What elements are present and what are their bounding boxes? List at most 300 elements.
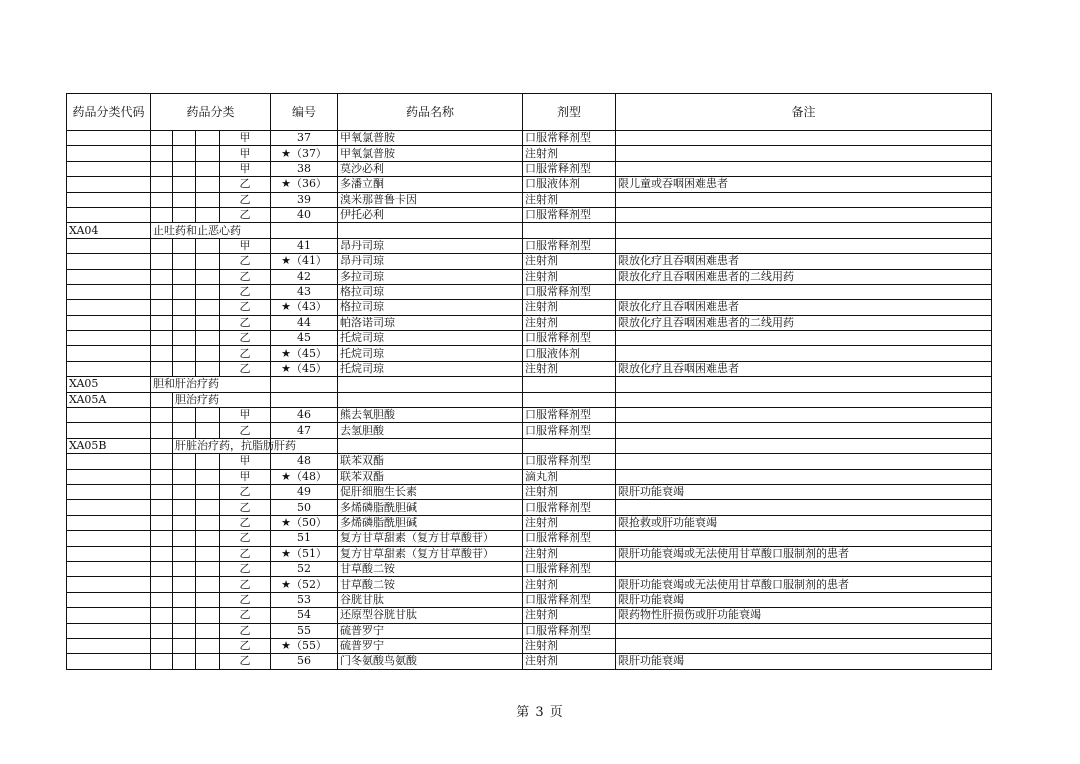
remarks-cell — [616, 454, 992, 469]
drug-name-cell: 联苯双酯 — [338, 469, 523, 484]
drug-name-cell: 托烷司琼 — [338, 346, 523, 361]
drug-name-cell — [338, 223, 523, 238]
table-row — [67, 269, 992, 284]
dosage-form-cell: 注射剂 — [523, 577, 616, 592]
table-row — [67, 331, 992, 346]
category-sub-cell — [151, 346, 173, 361]
code-cell — [67, 577, 151, 592]
category-sub-cell — [196, 577, 220, 592]
number-cell: ★（55） — [271, 638, 338, 653]
dosage-form-cell: 口服常释剂型 — [523, 408, 616, 423]
number-cell: 37 — [271, 131, 338, 146]
grade-cell: 乙 — [220, 577, 271, 592]
category-sub-cell — [151, 500, 173, 515]
header-code: 药品分类代码 — [67, 94, 151, 131]
category-sub-cell — [173, 638, 196, 653]
number-cell: 46 — [271, 408, 338, 423]
table-row — [67, 469, 992, 484]
category-sub-cell — [196, 608, 220, 623]
category-label-cell: 肝脏治疗药，抗脂肪肝药 — [173, 438, 271, 453]
dosage-form-cell: 注射剂 — [523, 638, 616, 653]
category-sub-cell — [196, 592, 220, 607]
category-sub-cell — [173, 592, 196, 607]
remarks-cell: 限抢救或肝功能衰竭 — [616, 515, 992, 530]
category-sub-cell — [196, 361, 220, 376]
number-cell: 54 — [271, 608, 338, 623]
category-sub-cell — [173, 623, 196, 638]
category-sub-cell — [151, 408, 173, 423]
drug-name-cell: 多拉司琼 — [338, 269, 523, 284]
remarks-cell: 限肝功能衰竭 — [616, 654, 992, 669]
grade-cell: 甲 — [220, 238, 271, 253]
category-sub-cell — [151, 515, 173, 530]
table-row — [67, 161, 992, 176]
dosage-form-cell: 注射剂 — [523, 484, 616, 499]
category-sub-cell — [173, 577, 196, 592]
number-cell: 49 — [271, 484, 338, 499]
category-sub-cell — [196, 346, 220, 361]
code-cell — [67, 131, 151, 146]
dosage-form-cell: 注射剂 — [523, 608, 616, 623]
category-code-cell: XA04 — [67, 223, 151, 238]
table-row — [67, 546, 992, 561]
table-row — [67, 515, 992, 530]
category-sub-cell — [151, 207, 173, 222]
remarks-cell: 限药物性肝损伤或肝功能衰竭 — [616, 608, 992, 623]
category-sub-cell — [151, 638, 173, 653]
number-cell: 44 — [271, 315, 338, 330]
drug-name-cell: 熊去氧胆酸 — [338, 408, 523, 423]
category-sub-cell — [196, 300, 220, 315]
number-cell: ★（52） — [271, 577, 338, 592]
dosage-form-cell: 口服常释剂型 — [523, 623, 616, 638]
drug-name-cell: 溴米那普鲁卡因 — [338, 192, 523, 207]
header-number: 编号 — [271, 94, 338, 131]
category-sub-cell — [173, 238, 196, 253]
drug-name-cell: 多潘立酮 — [338, 177, 523, 192]
remarks-cell: 限放化疗且吞咽困难患者的二线用药 — [616, 269, 992, 284]
remarks-cell — [616, 623, 992, 638]
drug-name-cell: 硫普罗宁 — [338, 638, 523, 653]
code-cell — [67, 515, 151, 530]
category-sub-cell — [173, 192, 196, 207]
table-row — [67, 146, 992, 161]
table-row — [67, 300, 992, 315]
dosage-form-cell: 口服常释剂型 — [523, 207, 616, 222]
code-cell — [67, 592, 151, 607]
grade-cell: 乙 — [220, 592, 271, 607]
dosage-form-cell: 口服常释剂型 — [523, 131, 616, 146]
grade-cell: 甲 — [220, 454, 271, 469]
grade-cell: 乙 — [220, 177, 271, 192]
grade-cell: 乙 — [220, 515, 271, 530]
category-sub-cell — [173, 546, 196, 561]
code-cell — [67, 331, 151, 346]
grade-cell: 乙 — [220, 361, 271, 376]
table-row — [67, 561, 992, 576]
category-sub-cell — [151, 438, 173, 453]
category-sub-cell — [196, 207, 220, 222]
category-sub-cell — [196, 192, 220, 207]
drug-name-cell — [338, 392, 523, 407]
grade-cell: 乙 — [220, 654, 271, 669]
drug-name-cell: 甲氧氯普胺 — [338, 131, 523, 146]
number-cell: 38 — [271, 161, 338, 176]
category-sub-cell — [173, 346, 196, 361]
category-sub-cell — [151, 469, 173, 484]
code-cell — [67, 300, 151, 315]
grade-cell: 乙 — [220, 284, 271, 299]
grade-cell: 乙 — [220, 561, 271, 576]
code-cell — [67, 484, 151, 499]
grade-cell: 乙 — [220, 423, 271, 438]
grade-cell: 乙 — [220, 315, 271, 330]
dosage-form-cell: 口服常释剂型 — [523, 423, 616, 438]
drug-name-cell: 去氢胆酸 — [338, 423, 523, 438]
code-cell — [67, 531, 151, 546]
dosage-form-cell: 注射剂 — [523, 315, 616, 330]
remarks-cell: 限肝功能衰竭或无法使用甘草酸口服制剂的患者 — [616, 577, 992, 592]
table-row — [67, 500, 992, 515]
table-row — [67, 177, 992, 192]
grade-cell: 甲 — [220, 146, 271, 161]
grade-cell: 乙 — [220, 300, 271, 315]
remarks-cell — [616, 531, 992, 546]
drug-name-cell: 托烷司琼 — [338, 361, 523, 376]
number-cell: 47 — [271, 423, 338, 438]
category-sub-cell — [151, 131, 173, 146]
drug-name-cell: 还原型谷胱甘肽 — [338, 608, 523, 623]
category-label-cell: 胆和肝治疗药 — [151, 377, 271, 392]
drug-name-cell: 门冬氨酸鸟氨酸 — [338, 654, 523, 669]
drug-catalog-table — [66, 93, 992, 670]
drug-name-cell: 格拉司琼 — [338, 300, 523, 315]
category-sub-cell — [196, 161, 220, 176]
category-sub-cell — [173, 500, 196, 515]
table-row — [67, 577, 992, 592]
category-sub-cell — [151, 161, 173, 176]
code-cell — [67, 408, 151, 423]
drug-name-cell: 复方甘草甜素（复方甘草酸苷） — [338, 531, 523, 546]
code-cell — [67, 454, 151, 469]
dosage-form-cell: 注射剂 — [523, 269, 616, 284]
category-sub-cell — [196, 146, 220, 161]
remarks-cell — [616, 331, 992, 346]
category-sub-cell — [173, 654, 196, 669]
remarks-cell — [616, 284, 992, 299]
table-row — [67, 484, 992, 499]
table-row — [67, 454, 992, 469]
number-cell: ★（36） — [271, 177, 338, 192]
category-sub-cell — [196, 469, 220, 484]
category-sub-cell — [196, 500, 220, 515]
category-sub-cell — [151, 531, 173, 546]
remarks-cell — [616, 469, 992, 484]
table-row — [67, 254, 992, 269]
category-sub-cell — [173, 269, 196, 284]
category-sub-cell — [173, 515, 196, 530]
category-sub-cell — [151, 177, 173, 192]
table-row — [67, 438, 992, 453]
category-code-cell: XA05 — [67, 377, 151, 392]
table-row — [67, 377, 992, 392]
category-sub-cell — [173, 146, 196, 161]
category-sub-cell — [196, 254, 220, 269]
number-cell: 55 — [271, 623, 338, 638]
drug-name-cell: 硫普罗宁 — [338, 623, 523, 638]
number-cell: ★（45） — [271, 361, 338, 376]
grade-cell: 乙 — [220, 623, 271, 638]
drug-name-cell — [338, 438, 523, 453]
remarks-cell: 限儿童或吞咽困难患者 — [616, 177, 992, 192]
category-sub-cell — [173, 315, 196, 330]
table-row — [67, 223, 992, 238]
drug-name-cell: 甲氧氯普胺 — [338, 146, 523, 161]
table-row — [67, 192, 992, 207]
category-sub-cell — [151, 608, 173, 623]
remarks-cell — [616, 438, 992, 453]
category-sub-cell — [173, 408, 196, 423]
grade-cell: 乙 — [220, 254, 271, 269]
remarks-cell — [616, 408, 992, 423]
dosage-form-cell: 口服常释剂型 — [523, 284, 616, 299]
dosage-form-cell: 注射剂 — [523, 254, 616, 269]
code-cell — [67, 623, 151, 638]
dosage-form-cell — [523, 392, 616, 407]
category-sub-cell — [173, 423, 196, 438]
grade-cell: 甲 — [220, 469, 271, 484]
category-sub-cell — [196, 177, 220, 192]
code-cell — [67, 361, 151, 376]
number-cell: 41 — [271, 238, 338, 253]
number-cell: 53 — [271, 592, 338, 607]
dosage-form-cell: 口服常释剂型 — [523, 238, 616, 253]
table-row — [67, 592, 992, 607]
number-cell: 52 — [271, 561, 338, 576]
remarks-cell: 限放化疗且吞咽困难患者的二线用药 — [616, 315, 992, 330]
table-row — [67, 423, 992, 438]
category-label-cell: 止吐药和止恶心药 — [151, 223, 271, 238]
code-cell — [67, 207, 151, 222]
category-sub-cell — [173, 131, 196, 146]
table-row — [67, 131, 992, 146]
remarks-cell — [616, 161, 992, 176]
category-sub-cell — [196, 623, 220, 638]
category-sub-cell — [151, 654, 173, 669]
category-sub-cell — [151, 361, 173, 376]
category-sub-cell — [196, 654, 220, 669]
table-row — [67, 315, 992, 330]
remarks-cell — [616, 423, 992, 438]
number-cell: ★（50） — [271, 515, 338, 530]
category-sub-cell — [151, 284, 173, 299]
code-cell — [67, 269, 151, 284]
category-sub-cell — [196, 315, 220, 330]
category-sub-cell — [196, 484, 220, 499]
category-sub-cell — [151, 561, 173, 576]
remarks-cell — [616, 207, 992, 222]
code-cell — [67, 146, 151, 161]
category-sub-cell — [151, 546, 173, 561]
drug-name-cell: 伊托必利 — [338, 207, 523, 222]
category-sub-cell — [173, 469, 196, 484]
remarks-cell — [616, 238, 992, 253]
category-sub-cell — [151, 423, 173, 438]
category-sub-cell — [151, 623, 173, 638]
category-sub-cell — [173, 177, 196, 192]
category-sub-cell — [173, 361, 196, 376]
code-cell — [67, 469, 151, 484]
table-row — [67, 284, 992, 299]
category-sub-cell — [151, 269, 173, 284]
number-cell: 50 — [271, 500, 338, 515]
category-sub-cell — [151, 300, 173, 315]
category-sub-cell — [196, 454, 220, 469]
table-row — [67, 346, 992, 361]
grade-cell: 乙 — [220, 207, 271, 222]
category-sub-cell — [151, 192, 173, 207]
table-row — [67, 608, 992, 623]
table-row — [67, 654, 992, 669]
grade-cell: 乙 — [220, 484, 271, 499]
code-cell — [67, 254, 151, 269]
code-cell — [67, 177, 151, 192]
header-form: 剂型 — [523, 94, 616, 131]
remarks-cell — [616, 392, 992, 407]
table-row — [67, 638, 992, 653]
category-sub-cell — [196, 423, 220, 438]
category-sub-cell — [151, 484, 173, 499]
category-sub-cell — [196, 638, 220, 653]
remarks-cell: 限放化疗且吞咽困难患者 — [616, 361, 992, 376]
table-header-row — [67, 94, 992, 131]
drug-name-cell: 复方甘草甜素（复方甘草酸苷） — [338, 546, 523, 561]
number-cell — [271, 392, 338, 407]
drug-name-cell: 甘草酸二铵 — [338, 561, 523, 576]
category-sub-cell — [173, 161, 196, 176]
remarks-cell — [616, 377, 992, 392]
dosage-form-cell: 注射剂 — [523, 192, 616, 207]
code-cell — [67, 346, 151, 361]
category-sub-cell — [173, 284, 196, 299]
dosage-form-cell: 注射剂 — [523, 361, 616, 376]
remarks-cell: 限肝功能衰竭或无法使用甘草酸口服制剂的患者 — [616, 546, 992, 561]
table-row — [67, 207, 992, 222]
category-sub-cell — [173, 608, 196, 623]
grade-cell: 乙 — [220, 331, 271, 346]
dosage-form-cell: 口服常释剂型 — [523, 500, 616, 515]
drug-name-cell: 帕洛诺司琼 — [338, 315, 523, 330]
remarks-cell — [616, 131, 992, 146]
category-sub-cell — [196, 561, 220, 576]
grade-cell: 乙 — [220, 192, 271, 207]
grade-cell: 乙 — [220, 608, 271, 623]
remarks-cell — [616, 192, 992, 207]
dosage-form-cell: 注射剂 — [523, 146, 616, 161]
drug-name-cell: 谷胱甘肽 — [338, 592, 523, 607]
category-sub-cell — [173, 454, 196, 469]
grade-cell: 乙 — [220, 500, 271, 515]
category-sub-cell — [151, 331, 173, 346]
number-cell: 42 — [271, 269, 338, 284]
number-cell: 56 — [271, 654, 338, 669]
dosage-form-cell: 口服常释剂型 — [523, 531, 616, 546]
dosage-form-cell: 滴丸剂 — [523, 469, 616, 484]
drug-name-cell: 联苯双酯 — [338, 454, 523, 469]
category-sub-cell — [151, 454, 173, 469]
remarks-cell — [616, 561, 992, 576]
remarks-cell: 限肝功能衰竭 — [616, 484, 992, 499]
category-sub-cell — [196, 284, 220, 299]
number-cell: 45 — [271, 331, 338, 346]
number-cell: ★（51） — [271, 546, 338, 561]
code-cell — [67, 284, 151, 299]
drug-name-cell — [338, 377, 523, 392]
table-row — [67, 531, 992, 546]
drug-name-cell: 甘草酸二铵 — [338, 577, 523, 592]
number-cell: ★（37） — [271, 146, 338, 161]
category-sub-cell — [173, 300, 196, 315]
code-cell — [67, 500, 151, 515]
category-sub-cell — [151, 592, 173, 607]
code-cell — [67, 561, 151, 576]
drug-name-cell: 促肝细胞生长素 — [338, 484, 523, 499]
number-cell — [271, 223, 338, 238]
category-sub-cell — [151, 315, 173, 330]
grade-cell: 甲 — [220, 131, 271, 146]
remarks-cell: 限放化疗且吞咽困难患者 — [616, 300, 992, 315]
dosage-form-cell: 注射剂 — [523, 546, 616, 561]
dosage-form-cell: 口服常释剂型 — [523, 161, 616, 176]
number-cell: ★（43） — [271, 300, 338, 315]
table-row — [67, 392, 992, 407]
dosage-form-cell: 口服液体剂 — [523, 346, 616, 361]
number-cell: ★（48） — [271, 469, 338, 484]
category-sub-cell — [173, 531, 196, 546]
drug-name-cell: 托烷司琼 — [338, 331, 523, 346]
dosage-form-cell: 口服常释剂型 — [523, 331, 616, 346]
table-row — [67, 238, 992, 253]
number-cell: 51 — [271, 531, 338, 546]
number-cell: 43 — [271, 284, 338, 299]
grade-cell: 乙 — [220, 638, 271, 653]
category-code-cell: XA05B — [67, 438, 151, 453]
code-cell — [67, 608, 151, 623]
number-cell: 40 — [271, 207, 338, 222]
dosage-form-cell: 口服液体剂 — [523, 177, 616, 192]
category-sub-cell — [196, 408, 220, 423]
table-row — [67, 408, 992, 423]
category-sub-cell — [173, 561, 196, 576]
drug-name-cell: 莫沙必利 — [338, 161, 523, 176]
category-sub-cell — [151, 238, 173, 253]
drug-name-cell: 多烯磷脂酰胆碱 — [338, 515, 523, 530]
category-sub-cell — [173, 484, 196, 499]
category-sub-cell — [196, 531, 220, 546]
grade-cell: 乙 — [220, 531, 271, 546]
dosage-form-cell: 口服常释剂型 — [523, 592, 616, 607]
code-cell — [67, 423, 151, 438]
category-sub-cell — [196, 131, 220, 146]
remarks-cell: 限放化疗且吞咽困难患者 — [616, 254, 992, 269]
number-cell: ★（45） — [271, 346, 338, 361]
header-name: 药品名称 — [338, 94, 523, 131]
header-category: 药品分类 — [151, 94, 271, 131]
drug-name-cell: 昂丹司琼 — [338, 238, 523, 253]
category-sub-cell — [196, 238, 220, 253]
code-cell — [67, 238, 151, 253]
dosage-form-cell: 口服常释剂型 — [523, 454, 616, 469]
